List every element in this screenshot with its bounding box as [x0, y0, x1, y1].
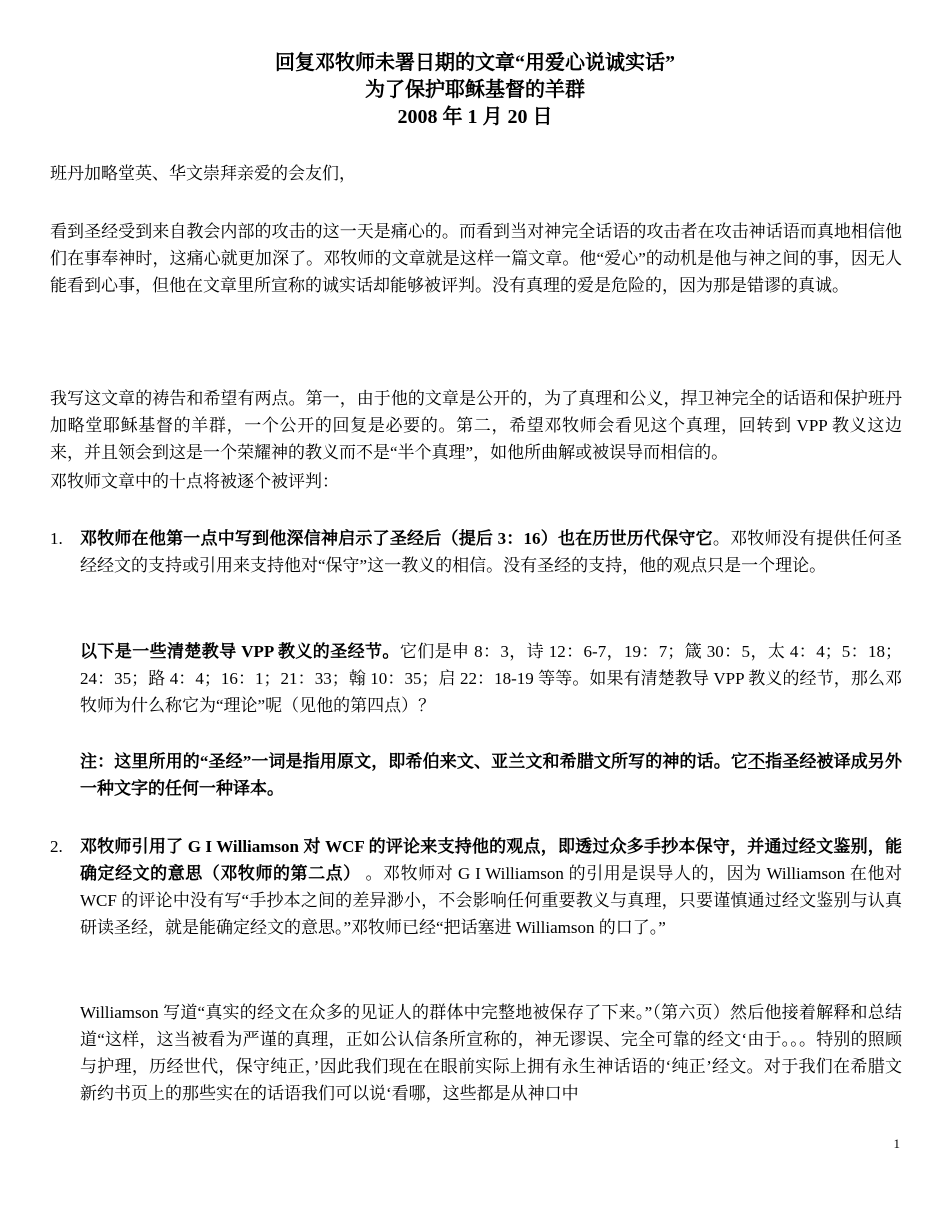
note-text-a: 注：这里所用的“圣经”一词是指用原文，即希伯来文、亚兰文和希腊文所写的神的话。它 — [80, 752, 748, 771]
list-item-text: 。邓牧师对 G I Williamson 的引用是误导人的，因为 Williamson 在他对 WCF 的评论中没有写“手抄本之间的差异渺小，不会影响任何重要教义与真理，只要谨慎通过经文鉴别与认真研读圣经，就是能确定经文的意思。”邓牧师已经“把话塞进 Williamson 的口了。” — [80, 864, 902, 937]
title-line-1: 回复邓牧师未署日期的文章“用爱心说诚实话” — [275, 52, 675, 74]
paragraph-5: Williamson 写道“真实的经文在众多的见证人的群体中完整地被保存了下来。”（第六页）然后他接着解释和总结道“这样，这当被看为严谨的真理，正如公认信条所宣称的，神无谬误、完全可靠的经文‘由于。。。特别的照顾与护理，历经世代，保守纯正，’因此我们现在在眼前实际上拥有永生神话语的‘纯正’经文。对于我们在希腊文新约书页上的那些实在的话语我们可以说‘看哪，这些都是从神口中 — [80, 1003, 902, 1103]
title-line-2: 为了保护耶稣基督的羊群 — [365, 79, 585, 101]
note-underlined: 不 — [748, 752, 766, 771]
greeting: 班丹加略堂英、华文崇拜亲爱的会友们， — [50, 164, 356, 183]
list-item-1 — [50, 525, 902, 579]
list-item-body — [80, 525, 902, 579]
page-number: 1 — [893, 1136, 900, 1151]
paragraph-4 — [80, 638, 902, 719]
list-item-bold-text: 邓牧师引用了 G I Williamson 对 WCF 的评论来支持他的观点，即透过众多手抄本保守，并通过经文鉴别，能确定经文的意思（邓牧师的第二点） — [80, 837, 902, 883]
list-item-body — [80, 833, 902, 941]
paragraph-3: 邓牧师文章中的十点将被逐个被评判： — [50, 472, 339, 491]
list-item-bold-text: 邓牧师在他第一点中写到他深信神启示了圣经后（提后 3：16）也在历世历代保守它 — [80, 529, 713, 548]
list-item-text: 。邓牧师没有提供任何圣经经文的支持或引用来支持他对“保守”这一教义的相信。没有圣经的支持，他的观点只是一个理论。 — [80, 529, 903, 575]
paragraph-4-bold: 以下是一些清楚教导 VPP 教义的圣经节。 — [80, 642, 400, 661]
list-item-number: 2. — [50, 837, 63, 856]
document-title — [0, 50, 950, 131]
note-text-b: 指圣经被译成另外一种文字的任何一种译本。 — [80, 752, 902, 798]
title-line-3: 2008 年 1 月 20 日 — [397, 106, 553, 128]
list-item-number: 1. — [50, 529, 63, 548]
paragraph-4-text: 它们是申 8：3，诗 12：6-7，19：7；箴 30：5，太 4：4；5：18；24：35；路 4：4；16：1；21：33；翰 10：35；启 22：18-19 等等。如果有清楚教导 VPP 教义的经节，那么邓牧师为什么称它为“理论”呢（见他的第四点）？ — [80, 642, 903, 715]
paragraph-1: 看到圣经受到来自教会内部的攻击的这一天是痛心的。而看到当对神完全话语的攻击者在攻击神话语而真地相信他们在事奉神时，这痛心就更加深了。邓牧师的文章就是这样一篇文章。他“爱心”的动机是他与神之间的事，因无人能看到心事，但他在文章里所宣称的诚实话却能够被评判。没有真理的爱是危险的，因为那是错谬的真诚。 — [50, 222, 902, 295]
paragraph-2: 我写这文章的祷告和希望有两点。第一，由于他的文章是公开的，为了真理和公义，捍卫神完全的话语和保护班丹加略堂耶稣基督的羊群，一个公开的回复是必要的。第二，希望邓牧师会看见这个真理，回转到 VPP 教义这边来，并且领会到这是一个荣耀神的教义而不是“半个真理”，如他所曲解或被误导而相信的。 — [50, 389, 902, 462]
list-item-2 — [50, 833, 902, 941]
note-paragraph — [80, 748, 902, 802]
